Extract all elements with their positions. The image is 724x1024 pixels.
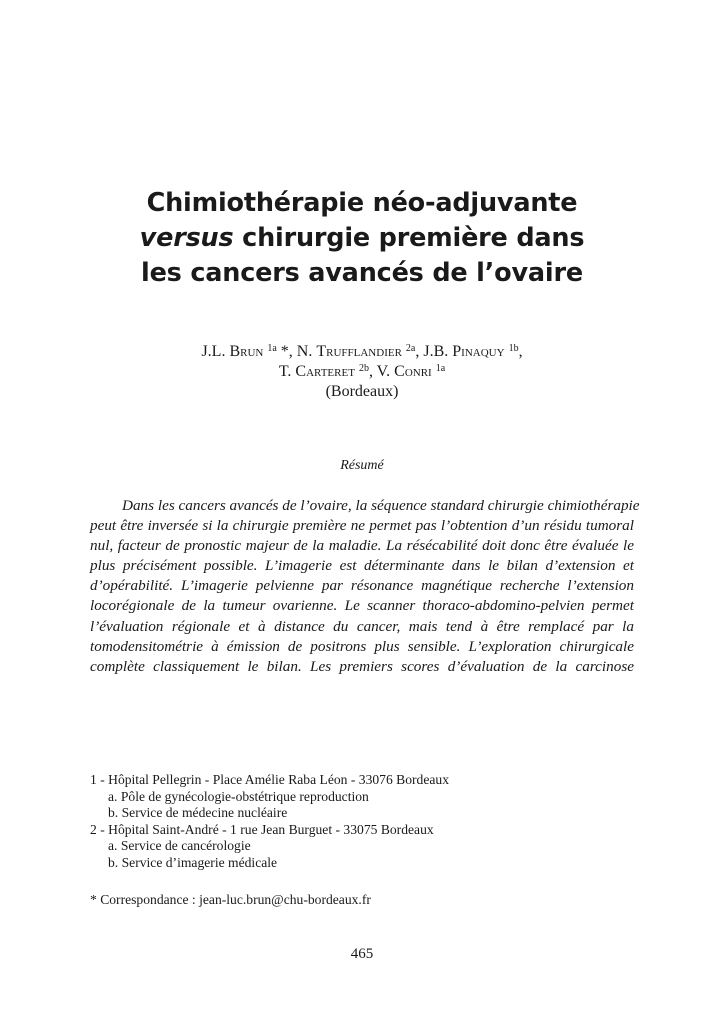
author-initials: V.: [376, 363, 395, 380]
author-affiliation-mark: 2a: [405, 343, 416, 354]
title-line-3: les cancers avancés de l’ovaire: [141, 258, 583, 288]
author-city: (Bordeaux): [325, 383, 399, 400]
author-surname: Trufflandier: [316, 343, 402, 360]
author-line-2: [90, 362, 634, 382]
corresponding-author-mark: *,: [276, 343, 297, 360]
abstract-line: plus précisément possible. L’imagerie est déterminante dans le bilan d’extension et: [90, 557, 634, 575]
affiliation-department: a. Service de cancérologie: [108, 838, 251, 853]
abstract-paragraph: [90, 496, 640, 677]
author-surname: Carteret: [295, 363, 355, 380]
author-surname: Brun: [229, 343, 264, 360]
title-line-1: Chimiothérapie néo-adjuvante: [146, 188, 578, 218]
author-initials: N.: [296, 343, 317, 360]
author-separator: ,: [415, 343, 424, 360]
author-surname: Pinaquy: [452, 343, 505, 360]
abstract-line: complète classiquement le bilan. Les premiers scores d’évaluation de la carcinose: [90, 657, 634, 675]
correspondence-note: * Correspondance : jean-luc.brun@chu-bordeaux.fr: [90, 892, 371, 907]
author-initials: J.B.: [423, 343, 453, 360]
author-separator: ,: [368, 363, 377, 380]
affiliation-department: b. Service de médecine nucléaire: [108, 805, 288, 820]
author-line-1: [90, 342, 634, 362]
page-number: 465: [350, 946, 374, 962]
abstract-line: l’évaluation régionale et à distance du cancer, mais tend à être remplacé par la: [90, 617, 634, 635]
abstract-line: tomodensitométrie à émission de positrons plus sensible. L’exploration chirurgicale: [90, 637, 634, 655]
author-affiliation-mark: 2b: [358, 363, 369, 374]
author-surname: Conri: [394, 363, 432, 380]
author-list: [90, 342, 634, 402]
author-initials: T.: [278, 363, 296, 380]
title-line-2: [90, 221, 634, 256]
abstract-heading: Résumé: [340, 458, 384, 473]
abstract-line: nul, facteur de pronostic majeur de la maladie. La résécabilité doit donc être évaluée le: [90, 537, 634, 555]
author-affiliation-mark: 1a: [435, 363, 446, 374]
abstract-line: Dans les cancers avancés de l’ovaire, la séquence standard chirurgie chimiothérapie: [122, 497, 640, 514]
abstract-line: peut être inversée si la chirurgie première ne permet pas l’obtention d’un résidu tumoral: [90, 517, 634, 535]
abstract-line: locorégionale de la tumeur ovarienne. Le scanner thoraco-abdomino-pelvien permet: [90, 597, 634, 615]
affiliation-department: a. Pôle de gynécologie-obstétrique reproduction: [108, 788, 369, 804]
affiliation-institution: 1 - Hôpital Pellegrin - Place Amélie Raba Léon - 33076 Bordeaux: [90, 772, 450, 787]
affiliation-list: [90, 772, 634, 871]
author-separator: ,: [518, 343, 523, 360]
author-affiliation-mark: 1a: [267, 343, 277, 354]
author-initials: J.L.: [201, 343, 230, 360]
title-versus: versus: [139, 223, 234, 253]
article-title: [90, 186, 634, 291]
title-line-2-rest: chirurgie première dans: [233, 223, 585, 253]
abstract-line: d’opérabilité. L’imagerie pelvienne par résonance magnétique recherche l’extension: [90, 577, 634, 595]
affiliation-department: b. Service d’imagerie médicale: [108, 854, 278, 870]
author-affiliation-mark: 1b: [508, 343, 519, 354]
affiliation-institution: 2 - Hôpital Saint-André - 1 rue Jean Burguet - 33075 Bordeaux: [90, 821, 434, 837]
